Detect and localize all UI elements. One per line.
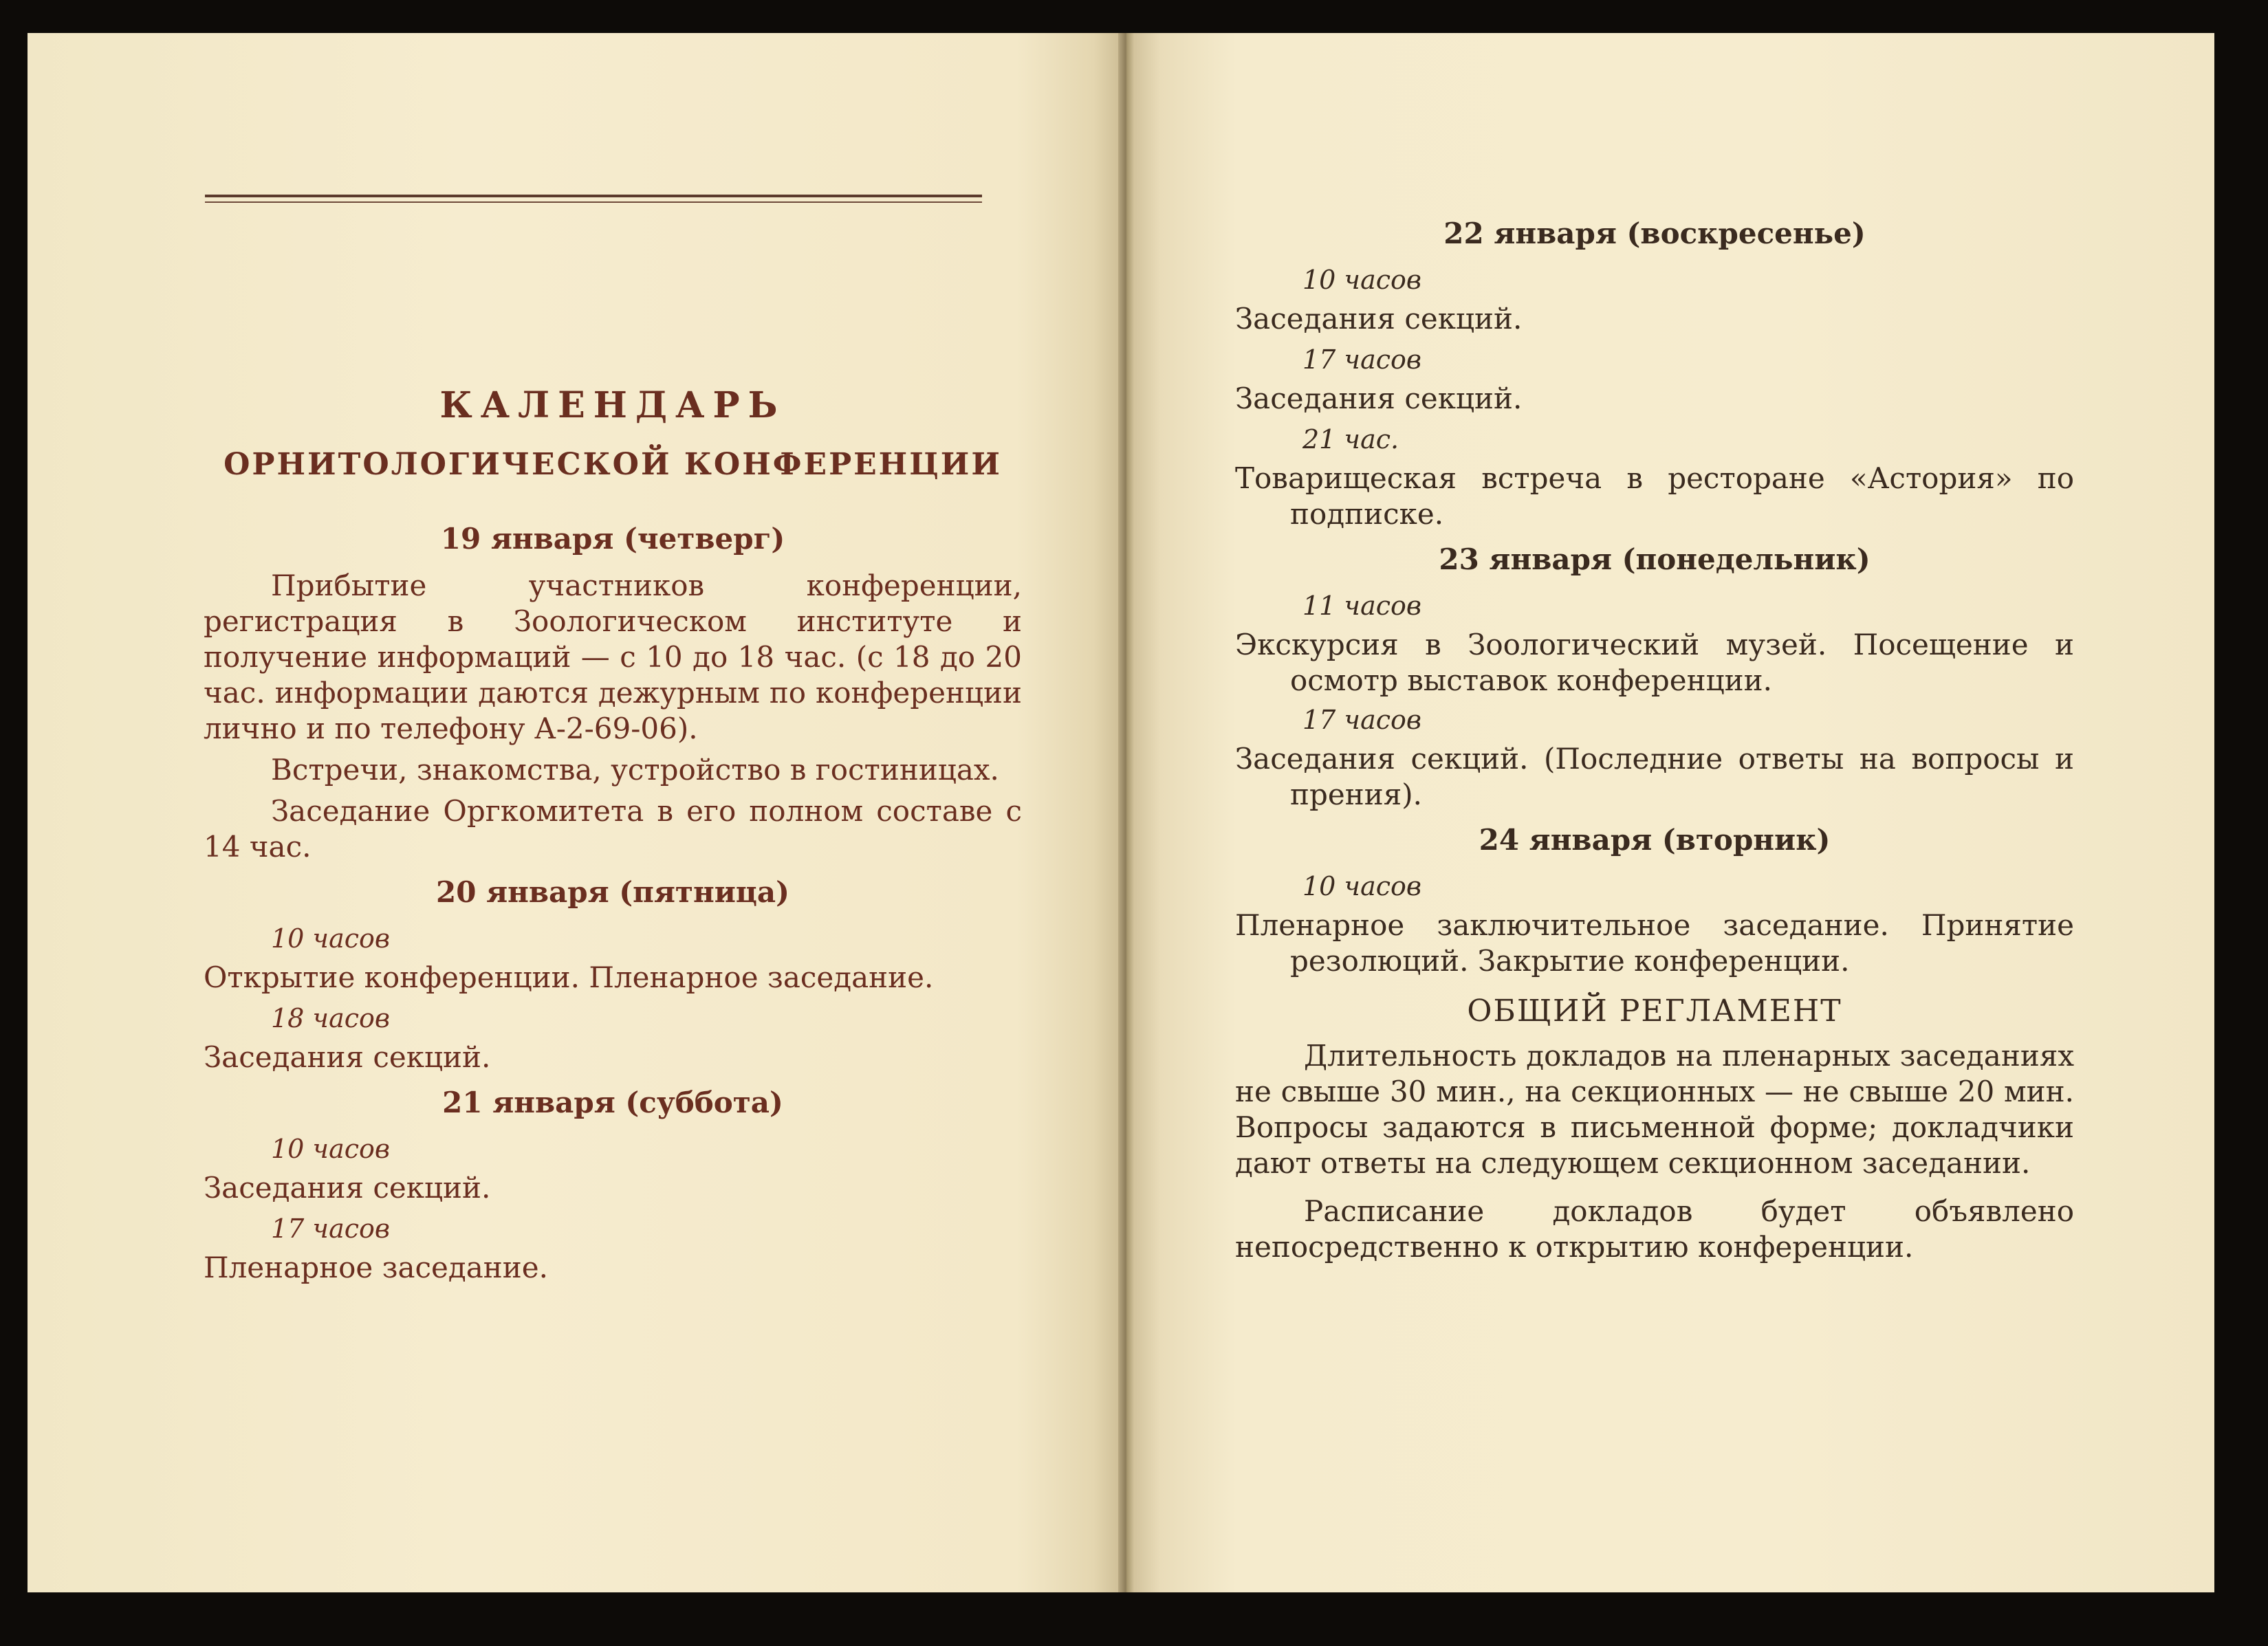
day-heading-23: 23 января (понедельник): [1439, 542, 1871, 576]
regulations-paragraph-2: Расписание докладов будет объявлено непосредственно к открытию конференции.: [1235, 1194, 2074, 1264]
day23-time-2: 17 часов: [1302, 705, 1422, 735]
day22-event-1: Заседания секций.: [1235, 302, 1523, 336]
day-heading-20: 20 января (пятница): [436, 875, 789, 909]
book-gutter: [1118, 33, 1135, 1592]
day24-event-1: Пленарное заключительное заседание. Принятие резолюций. Закрытие конференции.: [1235, 908, 2074, 978]
day-heading-22: 22 января (воскресенье): [1443, 217, 1866, 250]
day21-event-1: Заседания секций.: [204, 1171, 491, 1205]
day20-event-1: Открытие конференции. Пленарное заседание.: [204, 961, 934, 994]
day21-event-2: Пленарное заседание.: [204, 1251, 548, 1284]
day-heading-21: 21 января (суббота): [442, 1086, 783, 1119]
day20-time-1: 10 часов: [271, 923, 391, 954]
double-rule: [205, 195, 982, 203]
day23-event-1: Экскурсия в Зоологический музей. Посещение и осмотр выставок конференции.: [1235, 628, 2074, 697]
regulations-paragraph-1: Длительность докладов на пленарных заседаниях не свыше 30 мин., на секционных — не свыше 20 мин. Вопросы задаются в письменной форме; докладчики дают ответы на следующем секционном заседании.: [1235, 1039, 2074, 1180]
day-heading-24: 24 января (вторник): [1479, 823, 1831, 857]
day22-event-2: Заседания секций.: [1235, 382, 1523, 415]
day23-time-1: 11 часов: [1302, 591, 1422, 621]
day19-paragraph-3: Заседание Оргкомитета в его полном составе с 14 час.: [204, 794, 1022, 864]
day22-time-2: 17 часов: [1302, 344, 1422, 375]
day21-time-2: 17 часов: [271, 1214, 391, 1244]
day19-paragraph-1: Прибытие участников конференции, регистрация в Зоологическом институте и получение информаций — с 10 до 18 час. (с 18 до 20 час. информации даются дежурным по конференции лично и по телефону А-2-69-06).: [204, 569, 1022, 745]
day23-event-2: Заседания секций. (Последние ответы на вопросы и прения).: [1235, 742, 2074, 811]
day19-paragraph-2: Встречи, знакомства, устройство в гостиницах.: [271, 753, 999, 787]
day24-time-1: 10 часов: [1302, 871, 1422, 901]
day20-event-2: Заседания секций.: [204, 1040, 491, 1074]
day22-time-3: 21 час.: [1302, 424, 1399, 454]
right-page-content: [1235, 206, 2074, 1277]
day21-time-1: 10 часов: [271, 1134, 391, 1164]
page-subtitle: ОРНИТОЛОГИЧЕСКОЙ КОНФЕРЕНЦИИ: [223, 447, 1002, 482]
regulations-heading: ОБЩИЙ РЕГЛАМЕНТ: [1467, 994, 1842, 1029]
left-page-content: [204, 385, 1022, 1291]
page-title: КАЛЕНДАРЬ: [439, 384, 786, 426]
day20-time-2: 18 часов: [271, 1003, 391, 1033]
day22-event-3: Товарищеская встреча в ресторане «Астория» по подписке.: [1235, 461, 2074, 531]
day-heading-19: 19 января (четверг): [440, 522, 785, 556]
day22-time-1: 10 часов: [1302, 265, 1422, 295]
